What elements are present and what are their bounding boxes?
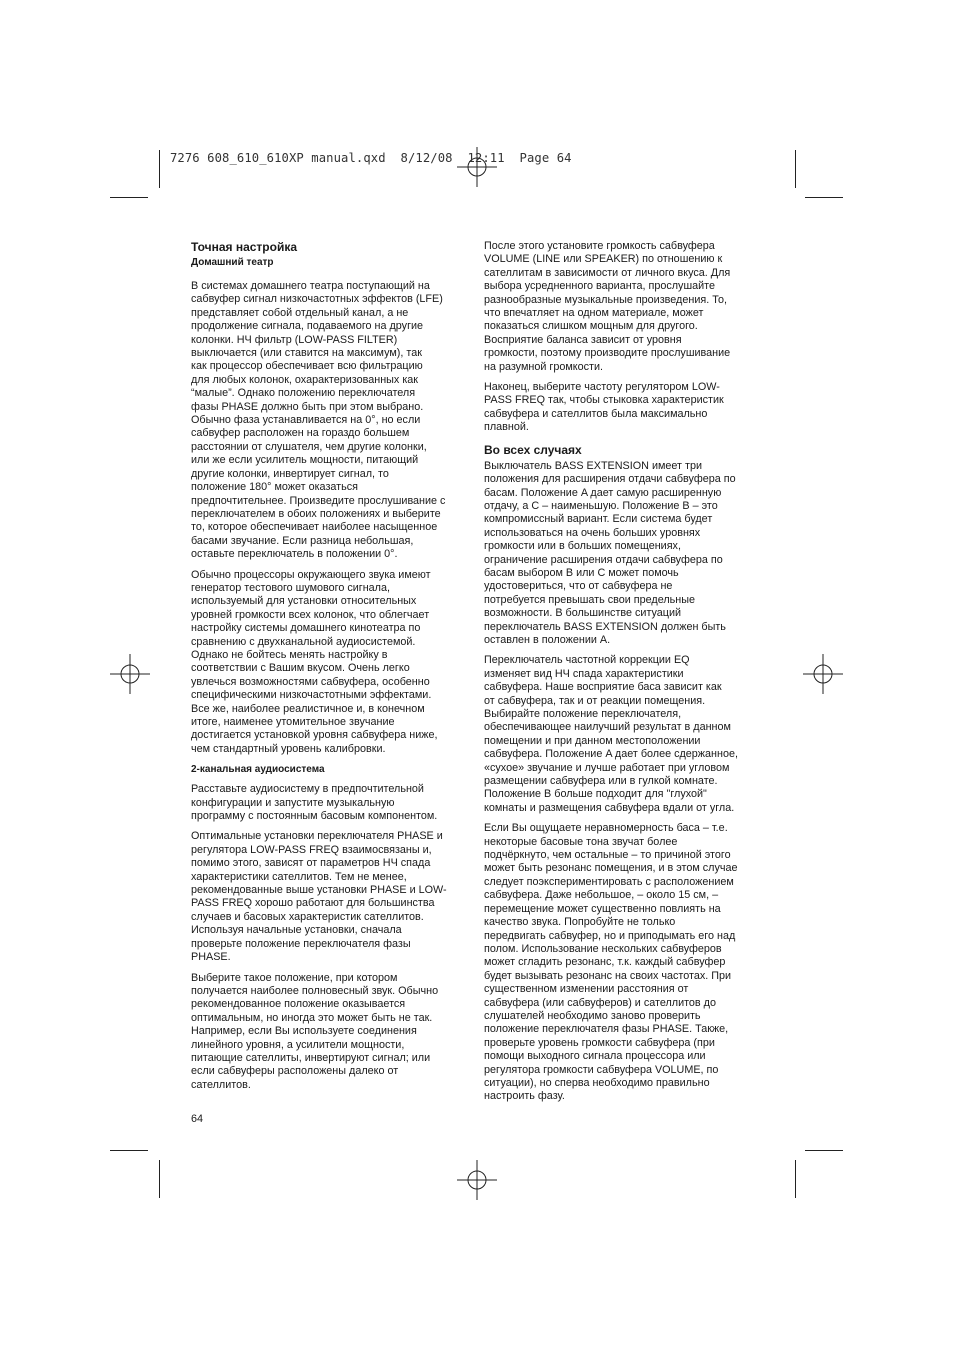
crop-mark-bottom-right-horizontal (805, 1150, 843, 1151)
paragraph: Наконец, выберите частоту регулятором LOW- PASS FREQ так, чтобы стыковка характеристик сабвуфера и сателлитов была максимально плавной. (484, 381, 724, 434)
crop-mark-bottom-left-horizontal (110, 1150, 148, 1151)
paragraph: Переключатель частотной коррекции EQ изменяет вид НЧ спада характеристики сабвуфера. Наше восприятие баса зависит как от сабвуфера, так и от реакции помещения. Выбирайте положение переключателя, обеспечивающее наилучший результат в данном помещении и при данном местоположении сабвуфера. Положение A дает более сдержанное, «сухое» звучание и лучше работает при угловом размещении сабвуфера или в гулкой комнате. Положение B больше подходит для "глухой" комнаты и размещения сабвуфера вдали от угла. (484, 654, 738, 814)
paragraph: Выберите такое положение, при котором получается наиболее полновесный звук. Обычно рекомендованное положение оказывается оптимальным, но иногда это может быть не так. Например, если Вы используете соединения линейного уровня, а усилители мощности, питающие сателлиты, инвертируют сигнал; или если сабвуферы расположены далеко от сателлитов. (191, 971, 439, 1091)
crop-mark-top-left-vertical (159, 150, 160, 188)
paragraph: Если Вы ощущаете неравномерность баса – т.е. некоторые басовые тона звучат более подчёркнуто, чем остальные – то причиной этого может быть резонанс помещения, и в этом случае следует поэкспериментировать с расположением сабвуфера. Даже небольшое, – около 15 см, – перемещение может существенно повлиять на качество звука. Попробуйте не только передвигать сабвуфер, но и приподымать его над полом. Использование нескольких сабвуферов может сгладить резонанс, т.к. каждый сабвуфер будет вызывать резонанс на своих частотах. При существенном изменении расстояния от сабвуфера (или сабвуферов) и сателлитов до слушателей необходимо заново проверить положение переключателя фазы PHASE. Также, проверьте уровень громкости сабвуфера (при помощи выходного сигнала процессора или регулятора громкости сабвуфера VOLUME, по ситуации), но сперва необходимо правильно настроить фазу. (484, 822, 738, 1103)
crop-mark-bottom-right-vertical (795, 1160, 796, 1198)
section-heading-all-cases: Во всех случаях (484, 442, 582, 457)
registration-mark-bottom (457, 1160, 497, 1200)
registration-mark-left (110, 654, 150, 694)
print-slug: 7276 608_610_610XP manual.qxd 8/12/08 12:11 Page 64 (170, 151, 572, 165)
paragraph: Выключатель BASS EXTENSION имеет три положения для расширения отдачи сабвуфера по басам. Положение A дает самую расширенную отдачу, а C – наименьшую. Положение B – это компромиссный вариант. Если система будет использоваться на очень больших уровнях громкости или в больших помещениях, ограничение расширения отдачи сабвуфера по басам выбором B или C может помочь удостовериться, что от сабвуфера не потребуется превышать свои предельные возможности. В большинстве ситуаций переключатель BASS EXTENSION должен быть оставлен в положении A. (484, 459, 736, 646)
section-heading-fine-tuning: Точная настройка (191, 240, 298, 254)
paragraph: Оптимальные установки переключателя PHASE и регулятора LOW-PASS FREQ взаимосвязаны и, помимо этого, зависят от параметров НЧ спада характеристики сателлитов. Тем не менее, рекомендованные выше установки PHASE и LOW- PASS FREQ хорошо работают для большинства случаев и басовых характеристик сателлитов. Используя начальные установки, сначала проверьте положение переключателя фазы PHASE. (191, 830, 447, 964)
page-number: 64 (191, 1113, 204, 1125)
subheading-two-channel: 2-канальная аудиосистема (191, 764, 325, 776)
crop-mark-bottom-left-vertical (159, 1160, 160, 1198)
paragraph: Обычно процессоры окружающего звука имеют генератор тестового шумового сигнала, используемый для установки относительных уровней громкости всех колонок, что облегчает настройку системы домашнего кинотеатра по сравнению с двухканальной аудиосистемой. Однако не бойтесь менять настройку в соответствии с Вашим вкусом. Очень легко увлечься возможностями сабвуфера, особенно специфическими низкочастотными эффектами. Все же, наиболее реалистичное и, в конечном итоге, наименее утомительное звучание достигается установкой уровня сабвуфера ниже, чем стандартный уровень калибровки. (191, 568, 438, 755)
crop-mark-top-left-horizontal (110, 197, 148, 198)
crop-mark-top-right-vertical (795, 150, 796, 188)
left-column (191, 240, 476, 1099)
paragraph: Расставьте аудиосистему в предпочтительной конфигурации и запустите музыкальную программу с постоянным басовым компонентом. (191, 783, 438, 823)
crop-mark-top-right-horizontal (805, 197, 843, 198)
paragraph: В системах домашнего театра поступающий на сабвуфер сигнал низкочастотных эффектов (LFE) представляет собой отдельный канал, а не продолжение сигнала, подаваемого на другие колонки. НЧ фильтр (LOW-PASS FILTER) выключается (или ставится на максимум), так как процессор обеспечивает всю фильтрацию для любых колонок, охарактеризованных как “малые”. Однако положению переключателя фазы PHASE должно быть при этом выбрано. Обычно фаза устанавливается на 0°, но если сабвуфер расположен на гораздо большем расстоянии от слушателя, чем другие колонки, или же если усилитель мощности, питающий другие колонки, инвертирует сигнал, то положение 180° может оказаться предпочтительнее. Произведите прослушивание с переключателем в обоих положениях и выберите то, которое обеспечивает наиболее насыщенное басами звучание. Если разница небольшая, оставьте переключатель в положении 0°. (191, 280, 446, 561)
registration-mark-right (803, 654, 843, 694)
right-column (484, 240, 769, 1111)
subheading-home-theater: Домашний театр (191, 257, 274, 268)
paragraph: После этого установите громкость сабвуфера VOLUME (LINE или SPEAKER) по отношению к сателлитам в зависимости от личного вкуса. Для выбора усредненного варианта, прослушайте разнообразные музыкальные произведения. То, что впечатляет на одном материале, может показаться слишком мощным для другого. Восприятие баланса зависит от уровня громкости, поэтому производите прослушивание на разумной громкости. (484, 240, 731, 373)
